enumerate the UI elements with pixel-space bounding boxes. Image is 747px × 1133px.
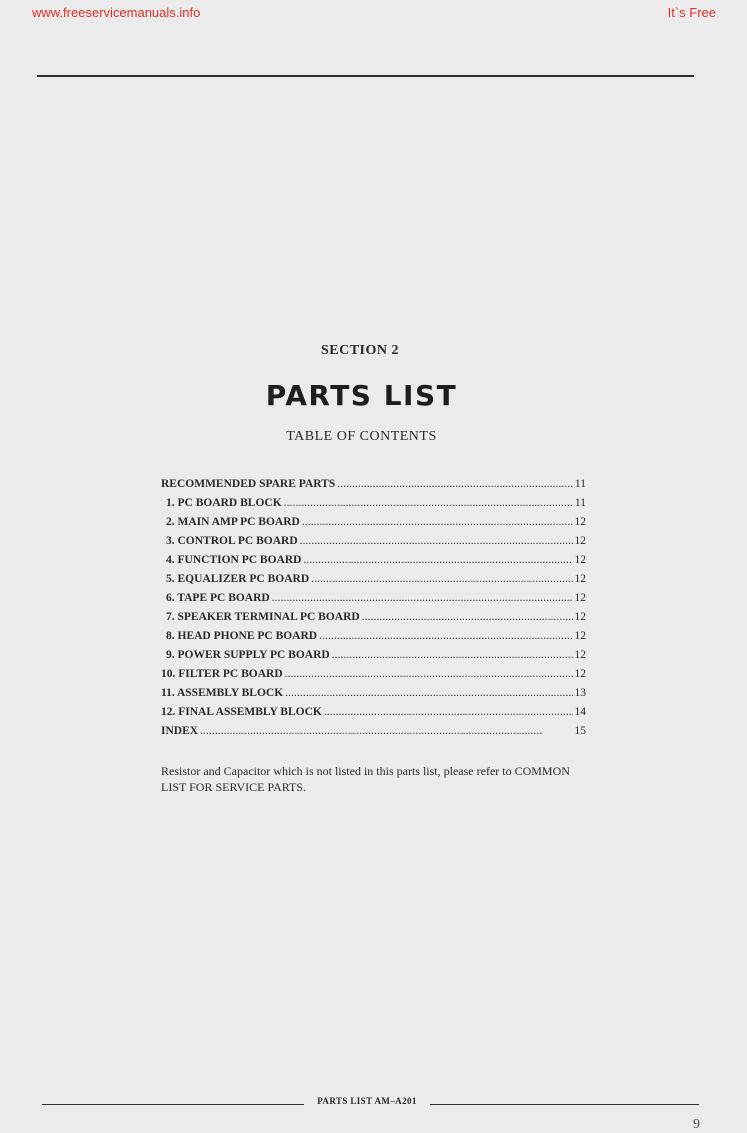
toc-entry	[161, 478, 586, 497]
toc-entry-page: 12	[574, 630, 586, 642]
toc-leader-dots	[324, 706, 573, 718]
footer-label: PARTS LIST AM–A201	[317, 1096, 417, 1106]
toc-entry-page: 11	[574, 478, 586, 490]
toc-leader-dots	[272, 592, 573, 604]
toc-entry	[161, 573, 586, 592]
toc-entry	[161, 687, 586, 706]
free-label: It`s Free	[667, 5, 716, 20]
toc-entry	[161, 497, 586, 516]
toc-entry	[161, 630, 586, 649]
footer-divider-right	[430, 1104, 699, 1105]
toc-entry-label: 8. HEAD PHONE PC BOARD	[166, 630, 318, 642]
toc-entry	[161, 706, 586, 725]
toc-entry-label: 5. EQUALIZER PC BOARD	[166, 573, 310, 585]
toc-leader-dots	[337, 478, 573, 490]
toc-entry	[161, 668, 586, 687]
page-number: 9	[693, 1117, 700, 1132]
toc-entry	[161, 725, 586, 744]
toc-entry-page: 12	[574, 668, 586, 680]
toc-entry-label: 12. FINAL ASSEMBLY BLOCK	[161, 706, 322, 718]
toc-leader-dots	[285, 668, 573, 680]
toc-leader-dots	[303, 554, 572, 566]
toc-leader-dots	[300, 535, 573, 547]
toc-leader-dots	[311, 573, 572, 585]
toc-entry	[161, 649, 586, 668]
toc-entry-page: 15	[574, 725, 586, 737]
toc-entry	[161, 554, 586, 573]
toc-leader-dots	[200, 725, 572, 737]
toc-leader-dots	[319, 630, 572, 642]
footer-divider-left	[42, 1104, 304, 1105]
toc-entry-label: RECOMMENDED SPARE PARTS	[161, 478, 336, 490]
toc-entry-page: 12	[574, 592, 586, 604]
toc-entry-page: 12	[574, 554, 586, 566]
toc-entry-label: 10. FILTER PC BOARD	[161, 668, 283, 680]
toc-title: TABLE OF CONTENTS	[286, 429, 437, 444]
toc-entry-label: INDEX	[161, 725, 199, 737]
toc-entry-label: 1. PC BOARD BLOCK	[166, 497, 282, 509]
table-of-contents	[161, 478, 586, 744]
toc-entry-label: 6. TAPE PC BOARD	[166, 592, 270, 604]
toc-entry	[161, 535, 586, 554]
toc-leader-dots	[332, 649, 573, 661]
toc-entry-label: 4. FUNCTION PC BOARD	[166, 554, 302, 566]
page-title: PARTS LIST	[265, 379, 458, 412]
toc-entry-page: 14	[574, 706, 586, 718]
toc-entry-page: 12	[574, 516, 586, 528]
toc-entry-label: 3. CONTROL PC BOARD	[166, 535, 298, 547]
top-divider	[37, 75, 694, 77]
toc-entry-page: 12	[574, 611, 586, 623]
toc-entry	[161, 516, 586, 535]
toc-leader-dots	[285, 687, 572, 699]
toc-entry-page: 13	[574, 687, 586, 699]
toc-leader-dots	[302, 516, 573, 528]
toc-entry-page: 12	[574, 649, 586, 661]
service-note: Resistor and Capacitor which is not listed in this parts list, please refer to COMMON LIST FOR SERVICE PARTS.	[161, 764, 570, 794]
toc-entry-page: 12	[574, 535, 586, 547]
site-link[interactable]: www.freeservicemanuals.info	[32, 5, 201, 20]
toc-entry-page: 11	[574, 497, 586, 509]
toc-entry-page: 12	[574, 573, 586, 585]
toc-leader-dots	[284, 497, 573, 509]
toc-leader-dots	[362, 611, 573, 623]
toc-entry	[161, 611, 586, 630]
toc-entry-label: 11. ASSEMBLY BLOCK	[161, 687, 284, 699]
toc-entry-label: 2. MAIN AMP PC BOARD	[166, 516, 300, 528]
toc-entry-label: 7. SPEAKER TERMINAL PC BOARD	[166, 611, 360, 623]
toc-entry-label: 9. POWER SUPPLY PC BOARD	[166, 649, 330, 661]
section-label: SECTION 2	[320, 343, 400, 358]
toc-entry	[161, 592, 586, 611]
